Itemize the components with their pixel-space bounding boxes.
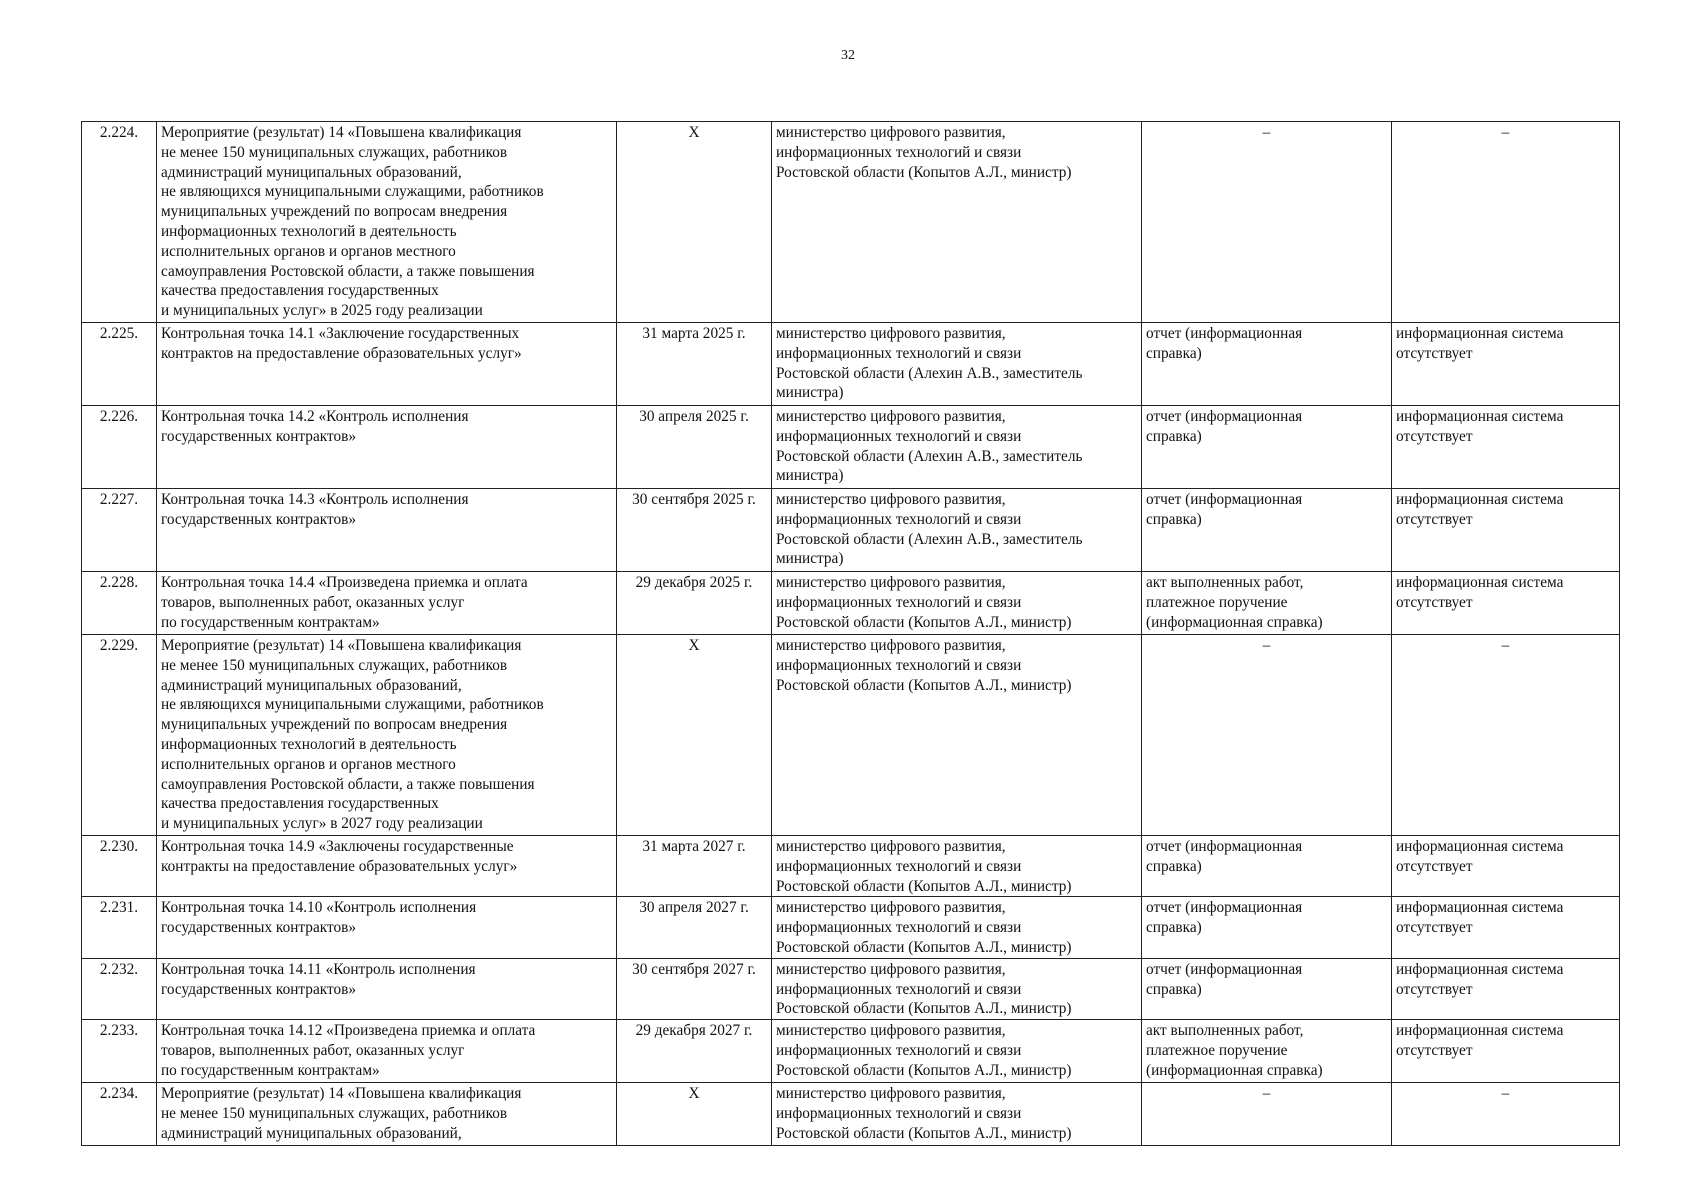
table-row xyxy=(82,958,1620,1019)
responsible: министерство цифрового развития, информационных технологий и связи Ростовской области (Копытов А.Л., министр) xyxy=(772,836,1142,897)
responsible: министерство цифрового развития, информационных технологий и связи Ростовской области (Копытов А.Л., министр) xyxy=(772,958,1142,1019)
info-system: информационная система отсутствует xyxy=(1392,958,1620,1019)
table-row xyxy=(82,323,1620,406)
due-date: 30 сентября 2025 г. xyxy=(617,489,772,572)
item-title: Контрольная точка 14.9 «Заключены государственные контракты на предоставление образовательных услуг» xyxy=(157,836,617,897)
item-title: Контрольная точка 14.2 «Контроль исполнения государственных контрактов» xyxy=(157,406,617,489)
row-number: 2.234. xyxy=(82,1083,157,1146)
row-number: 2.229. xyxy=(82,635,157,836)
responsible: министерство цифрового развития, информационных технологий и связи Ростовской области (Копытов А.Л., министр) xyxy=(772,635,1142,836)
table-row xyxy=(82,635,1620,836)
row-number: 2.231. xyxy=(82,897,157,958)
responsible: министерство цифрового развития, информационных технологий и связи Ростовской области (Копытов А.Л., министр) xyxy=(772,572,1142,635)
plan-table xyxy=(81,121,1620,1146)
responsible: министерство цифрового развития, информационных технологий и связи Ростовской области (Алехин А.В., заместитель министра) xyxy=(772,323,1142,406)
item-title: Мероприятие (результат) 14 «Повышена квалификация не менее 150 муниципальных служащих, работников администраций муниципальных образований, не являющихся муниципальными служащими, работников муниципальных учреждений по вопросам внедрения информационных технологий в деятельность исполнительных органов и органов местного самоуправления Ростовской области, а также повышения качества предоставления государственных и муниципальных услуг» в 2027 году реализации xyxy=(157,635,617,836)
item-title: Контрольная точка 14.1 «Заключение государственных контрактов на предоставление образовательных услуг» xyxy=(157,323,617,406)
due-date: 29 декабря 2027 г. xyxy=(617,1020,772,1083)
due-date: 29 декабря 2025 г. xyxy=(617,572,772,635)
info-system: информационная система отсутствует xyxy=(1392,572,1620,635)
document-type: отчет (информационная справка) xyxy=(1142,836,1392,897)
table-row xyxy=(82,1020,1620,1083)
row-number: 2.232. xyxy=(82,958,157,1019)
due-date: 31 марта 2025 г. xyxy=(617,323,772,406)
info-system: информационная система отсутствует xyxy=(1392,836,1620,897)
item-title: Контрольная точка 14.3 «Контроль исполнения государственных контрактов» xyxy=(157,489,617,572)
due-date: 31 марта 2027 г. xyxy=(617,836,772,897)
table-row xyxy=(82,122,1620,323)
document-type: акт выполненных работ, платежное поручение (информационная справка) xyxy=(1142,1020,1392,1083)
document-type: отчет (информационная справка) xyxy=(1142,958,1392,1019)
info-system: – xyxy=(1392,635,1620,836)
due-date: 30 апреля 2025 г. xyxy=(617,406,772,489)
due-date: Х xyxy=(617,635,772,836)
document-type: отчет (информационная справка) xyxy=(1142,406,1392,489)
row-number: 2.224. xyxy=(82,122,157,323)
item-title: Контрольная точка 14.11 «Контроль исполнения государственных контрактов» xyxy=(157,958,617,1019)
table-row xyxy=(82,489,1620,572)
due-date: 30 сентября 2027 г. xyxy=(617,958,772,1019)
due-date: Х xyxy=(617,1083,772,1146)
item-title: Мероприятие (результат) 14 «Повышена квалификация не менее 150 муниципальных служащих, работников администраций муниципальных образований, xyxy=(157,1083,617,1146)
document-type: – xyxy=(1142,122,1392,323)
table-row xyxy=(82,897,1620,958)
item-title: Контрольная точка 14.12 «Произведена приемка и оплата товаров, выполненных работ, оказанных услуг по государственным контрактам» xyxy=(157,1020,617,1083)
due-date: 30 апреля 2027 г. xyxy=(617,897,772,958)
row-number: 2.228. xyxy=(82,572,157,635)
responsible: министерство цифрового развития, информационных технологий и связи Ростовской области (Алехин А.В., заместитель министра) xyxy=(772,406,1142,489)
row-number: 2.233. xyxy=(82,1020,157,1083)
info-system: информационная система отсутствует xyxy=(1392,489,1620,572)
responsible: министерство цифрового развития, информационных технологий и связи Ростовской области (Копытов А.Л., министр) xyxy=(772,897,1142,958)
row-number: 2.230. xyxy=(82,836,157,897)
responsible: министерство цифрового развития, информационных технологий и связи Ростовской области (Копытов А.Л., министр) xyxy=(772,1020,1142,1083)
item-title: Контрольная точка 14.4 «Произведена приемка и оплата товаров, выполненных работ, оказанных услуг по государственным контрактам» xyxy=(157,572,617,635)
row-number: 2.226. xyxy=(82,406,157,489)
info-system: – xyxy=(1392,1083,1620,1146)
item-title: Контрольная точка 14.10 «Контроль исполнения государственных контрактов» xyxy=(157,897,617,958)
info-system: информационная система отсутствует xyxy=(1392,406,1620,489)
responsible: министерство цифрового развития, информационных технологий и связи Ростовской области (Алехин А.В., заместитель министра) xyxy=(772,489,1142,572)
document-type: отчет (информационная справка) xyxy=(1142,489,1392,572)
document-type: – xyxy=(1142,1083,1392,1146)
document-type: отчет (информационная справка) xyxy=(1142,323,1392,406)
row-number: 2.227. xyxy=(82,489,157,572)
table-row xyxy=(82,406,1620,489)
table-row xyxy=(82,1083,1620,1146)
info-system: информационная система отсутствует xyxy=(1392,323,1620,406)
info-system: информационная система отсутствует xyxy=(1392,1020,1620,1083)
table-row xyxy=(82,572,1620,635)
table-row xyxy=(82,836,1620,897)
info-system: информационная система отсутствует xyxy=(1392,897,1620,958)
item-title: Мероприятие (результат) 14 «Повышена квалификация не менее 150 муниципальных служащих, работников администраций муниципальных образований, не являющихся муниципальными служащими, работников муниципальных учреждений по вопросам внедрения информационных технологий в деятельность исполнительных органов и органов местного самоуправления Ростовской области, а также повышения качества предоставления государственных и муниципальных услуг» в 2025 году реализации xyxy=(157,122,617,323)
page-number: 32 xyxy=(841,48,855,63)
row-number: 2.225. xyxy=(82,323,157,406)
document-type: отчет (информационная справка) xyxy=(1142,897,1392,958)
responsible: министерство цифрового развития, информационных технологий и связи Ростовской области (Копытов А.Л., министр) xyxy=(772,1083,1142,1146)
document-type: – xyxy=(1142,635,1392,836)
responsible: министерство цифрового развития, информационных технологий и связи Ростовской области (Копытов А.Л., министр) xyxy=(772,122,1142,323)
document-type: акт выполненных работ, платежное поручение (информационная справка) xyxy=(1142,572,1392,635)
info-system: – xyxy=(1392,122,1620,323)
due-date: Х xyxy=(617,122,772,323)
